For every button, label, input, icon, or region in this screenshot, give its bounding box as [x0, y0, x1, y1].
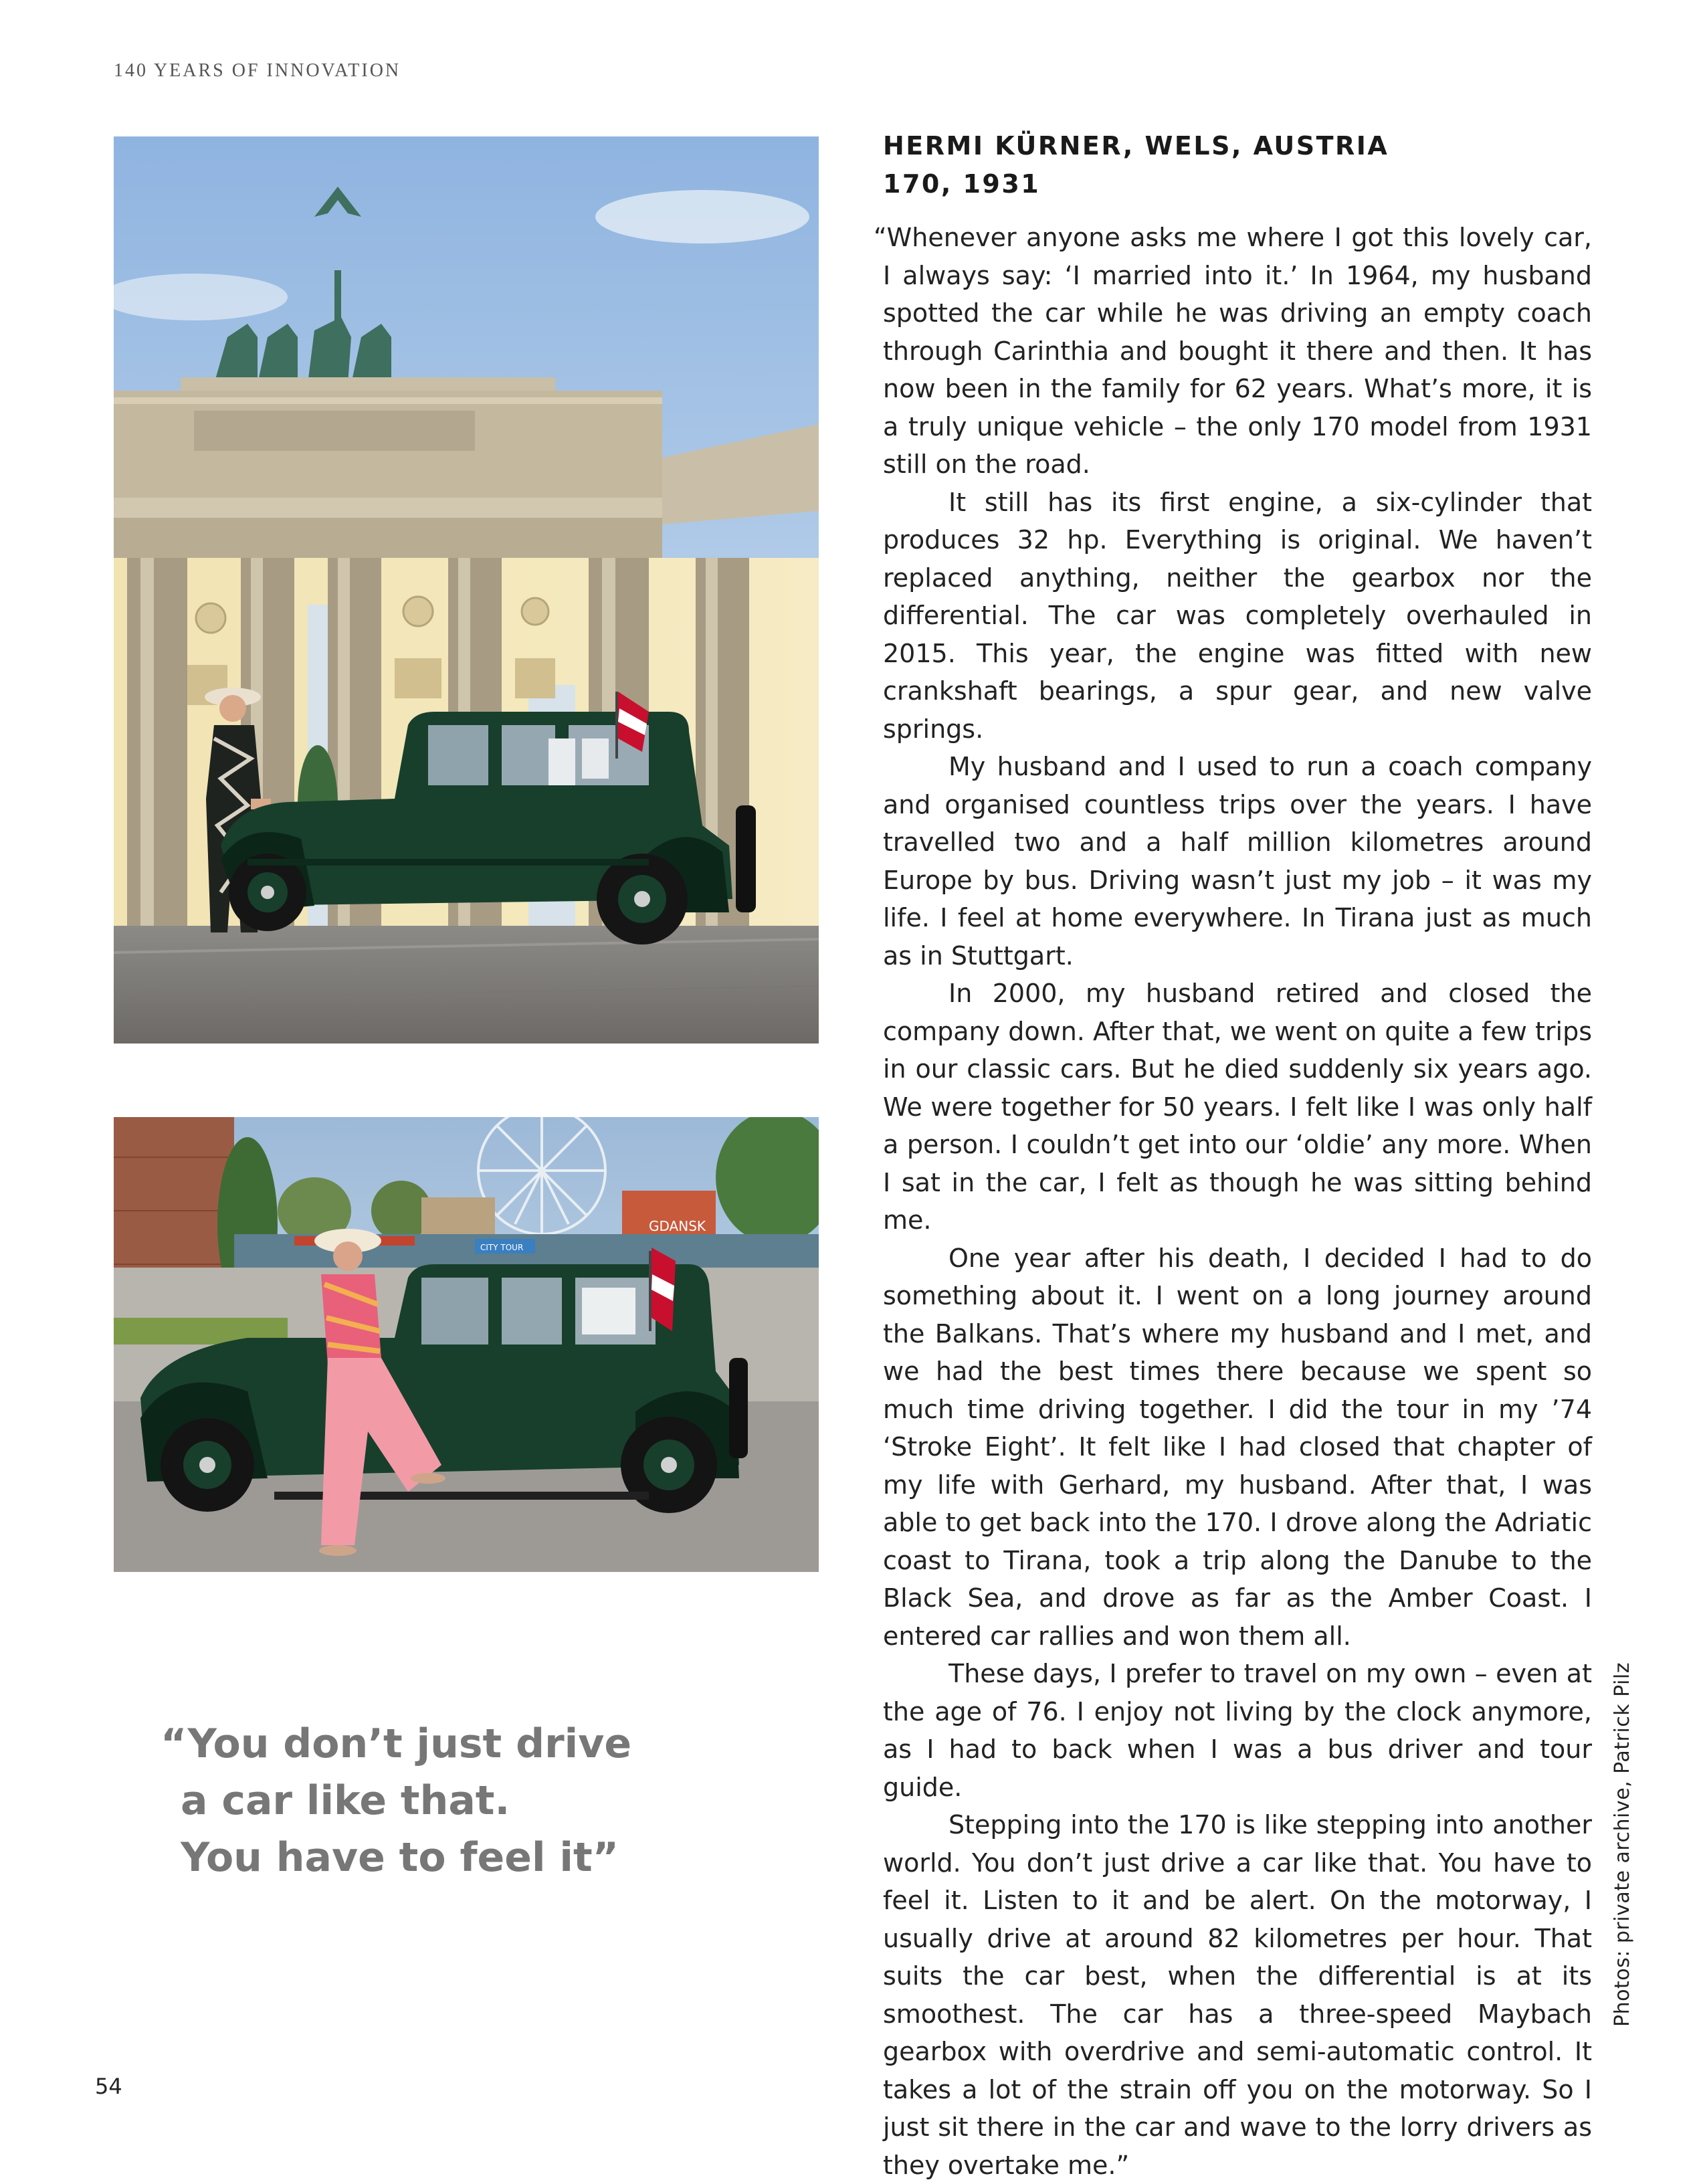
pull-quote: [161, 1716, 696, 1886]
running-head: 140 YEARS OF INNOVATION: [114, 60, 401, 81]
body-paragraph: In 2000, my husband retired and closed the company down. After that, we went on quite a few trips in our classic cars. But he died suddenly six years ago. We were together for 50 years. I felt like I was only half a person. I couldn’t get into our ‘oldie’ any more. When I sat in the car, I felt as though he was sitting behind me.: [883, 979, 1592, 1235]
photo-brandenburg-gate-car: [114, 136, 819, 1044]
article-body: [874, 219, 1592, 2184]
city-tour-boat-label: CITY TOUR: [480, 1243, 524, 1252]
heading-name-location: HERMI KÜRNER, WELS, AUSTRIA: [883, 131, 1389, 161]
pull-quote-line-3: You have to feel it”: [181, 1834, 619, 1881]
pull-quote-line-1: “You don’t just drive: [161, 1720, 632, 1767]
gdansk-sign: GDANSK: [649, 1218, 706, 1234]
body-paragraph: My husband and I used to run a coach company and organised countless trips over the years. I have travelled two and a half million kilometres around Europe by bus. Driving wasn’t just my job – it was my life. I feel at home everywhere. In Tirana just as much as in Stuttgart.: [883, 752, 1592, 971]
article-heading: [883, 127, 1592, 203]
body-paragraph: One year after his death, I decided I had to do something about it. I went on a long journey around the Balkans. That’s where my husband and I met, and we had the best times there because we spent so much time driving together. I did the tour in my ’74 ‘Stroke Eight’. It felt like I had closed that chapter of my life with Gerhard, my husband. After that, I was able to get back into the 170. I drove along the Adriatic coast to Tirana, took a trip along the Danube to the Black Sea, and drove as far as the Amber Coast. I entered car rallies and won them all.: [883, 1243, 1592, 1651]
photo-gdansk-waterfront-car: [114, 1117, 819, 1572]
pull-quote-line-2: a car like that.: [181, 1777, 510, 1824]
body-paragraph: These days, I prefer to travel on my own – even at the age of 76. I enjoy not living by the clock anymore, as I had to back when I was a bus driver and tour guide.: [883, 1659, 1592, 1802]
heading-model-year: 170, 1931: [883, 169, 1041, 199]
page-number: 54: [95, 2074, 122, 2099]
photo-credit: Photos: private archive, Patrick Pilz: [1611, 1662, 1634, 2027]
article: [874, 127, 1592, 2184]
body-paragraph: “Whenever anyone asks me where I got this lovely car, I always say: ‘I married into it.’ In 1964, my husband spotted the car while he was driving an empty coach through Carinthia and bought it there and then. It has now been in the family for 62 years. What’s more, it is a truly unique vehicle – the only 170 model from 1931 still on the road.: [874, 223, 1592, 479]
body-paragraph: Stepping into the 170 is like stepping into another world. You don’t just drive a car like that. You have to feel it. Listen to it and be alert. On the motorway, I usually drive at around 82 kilometres per hour. That suits the car best, when the differential is at its smoothest. The car has a three-speed Maybach gearbox with overdrive and semi-automatic control. It takes a lot of the strain off you on the motorway. So I just sit there in the car and wave to the lorry drivers as they overtake me.”: [883, 1810, 1592, 2180]
body-paragraph: It still has its first engine, a six-cylinder that produces 32 hp. Everything is original. We haven’t replaced anything, neither the gearbox nor the differential. The car was completely overhauled in 2015. This year, the engine was fitted with new crankshaft bearings, a spur gear, and new valve springs.: [883, 487, 1592, 744]
